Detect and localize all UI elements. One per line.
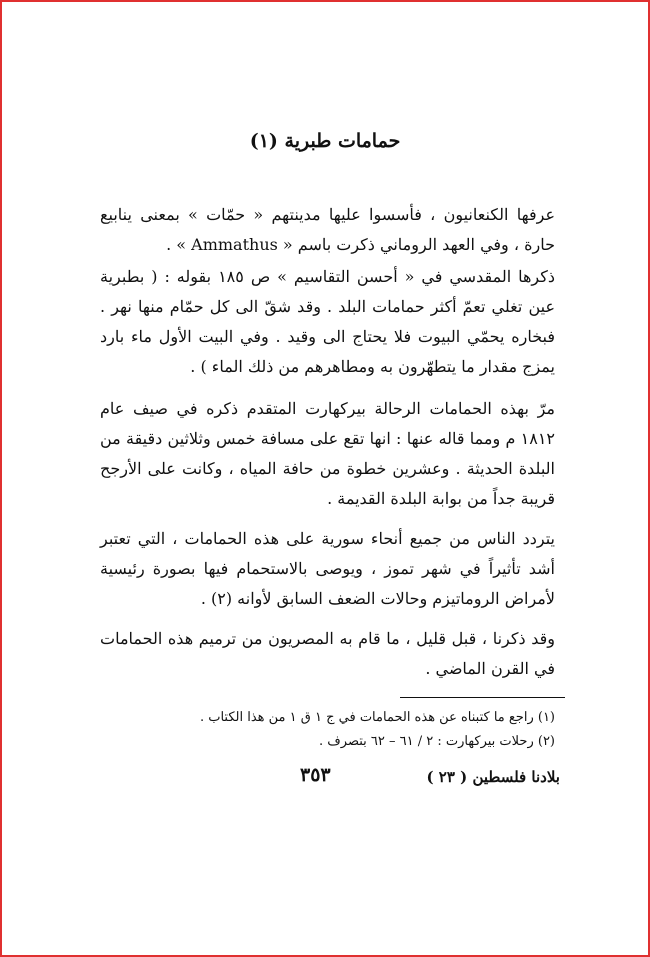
page-title: حمامات طبرية (١) [249,130,401,152]
paragraph-3: مرّ بهذه الحمامات الرحالة بيركهارت المتقدم ذكره في صيف عام ١٨١٢ م ومما قاله عنها : انها تقع على مسافة خمس وثلاثين دقيقة من البلدة الحديثة . وعشرين خطوة من حافة المياه ، وكانت على الأرجح قريبة جداً من بوابة البلدة القديمة . [100,399,555,508]
paragraph-5: وقد ذكرنا ، قبل قليل ، ما قام به المصريون من ترميم هذه الحمامات في القرن الماضي . [100,629,556,678]
footnotes [135,706,555,754]
footnote-divider [400,697,565,698]
footnote-1: (١) راجع ما كتبناه عن هذه الحمامات في ج ١ ق ١ من هذا الكتاب . [199,710,555,725]
paragraph-1: عرفها الكنعانيون ، فأسسوا عليها مدينتهم « حمّات » بمعنى ينابيع حارة ، وفي العهد الروماني ذكرت باسم « Ammathus » . [100,205,555,254]
book-title: بلادنا فلسطين ( ٢٣ ) [426,768,560,786]
paragraph-4: يتردد الناس من جميع أنحاء سورية على هذه الحمامات ، التي تعتبر أشد تأثيراً في شهر تموز ، ويوصى بالاستحمام فيها بصورة رئيسية لأمراض الروماتيزم وحالات الضعف السابق لأوانه (٢) . [100,529,555,608]
paragraph-2: ذكرها المقدسي في « أحسن التقاسيم » ص ١٨٥ بقوله : ( بطبرية عين تغلي تعمّ أكثر حمامات البلد . وقد شقّ الى كل حمّام منها نهر . فبخاره يحمّي البيوت فلا يحتاج الى وقيد . وفي البيت الأول ماء بارد يمزج مقدار ما يتطهّرون به ومطاهرهم من ذلك الماء ) . [100,267,555,376]
footnote-2: (٢) رحلات بيركهارت : ٢ / ٦١ – ٦٢ بتصرف . [319,734,555,749]
page-number: ٣٥٣ [300,764,331,786]
